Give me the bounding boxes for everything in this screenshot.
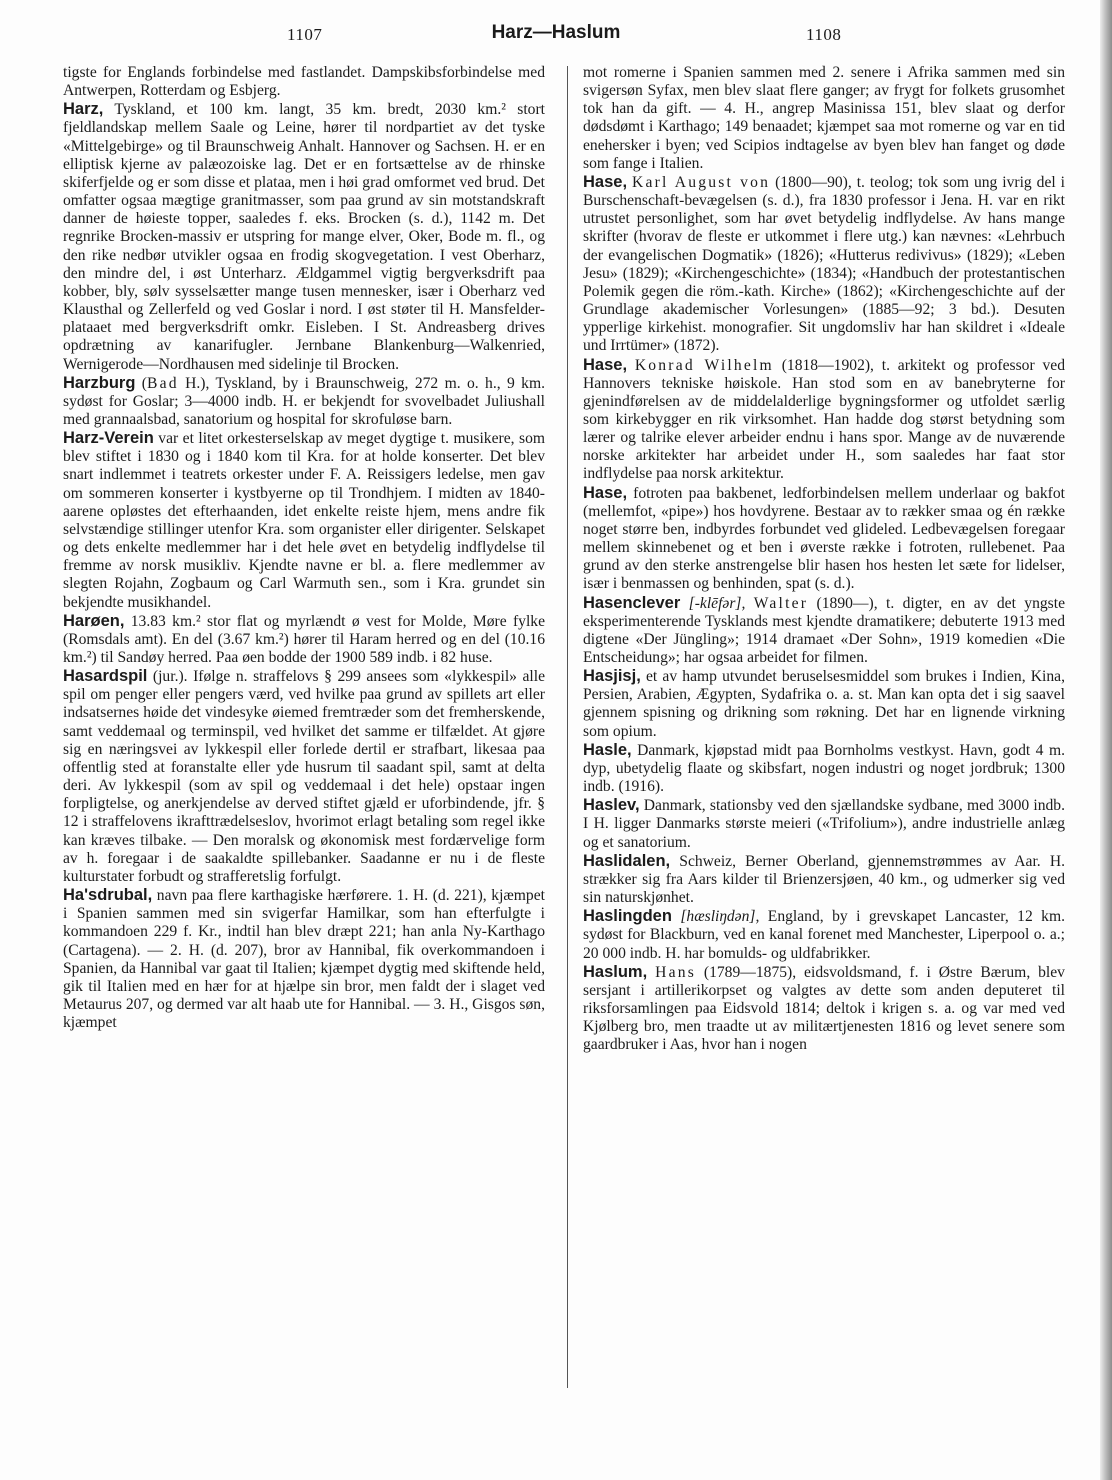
- entry-headword: Harzburg: [63, 373, 136, 392]
- entry-body: Danmark, kjøpstad midt paa Bornholms vestkyst. Havn, godt 4 m. dyp, ubetydelig flaate og skibsfart, nogen industri og noget jordbruk; 1300 indb. (1916).: [583, 741, 1065, 796]
- running-head: Harz—Haslum: [491, 22, 621, 43]
- entry-harzburg: [63, 374, 545, 429]
- entry-hasardspil: [63, 667, 545, 886]
- entry-haroen: [63, 612, 545, 667]
- entry-hasdrubal: [63, 886, 545, 1032]
- entry-body: (1789—1875), eidsvoldsmand, f. i Østre Bærum, blev sersjant i artillerikorpset og valgtes av dette som anden deputeret til riksforsamlingen paa Eidsvold 1814; deltok i krigen s. a. og var med ved Kjølberg bro, men traadte ut av militærtjenesten 1816 og levet senere som gaardbruker i Aas, hvor han i nogen: [583, 963, 1065, 1054]
- entry-headword: Haslev,: [583, 796, 640, 815]
- entry-spaced-name: Walter: [753, 594, 809, 612]
- entry-haslev: [583, 796, 1065, 851]
- entry-body: et av hamp utvundet beruselsesmiddel som brukes i Indien, Kina, Persien, Arabien, Ægypten, Sydafrika o. a. st. Man kan opta det i sig saavel gjennem spisning og drikning som røkning. Det har en lignende virkning som opium.: [583, 668, 1065, 740]
- entry-headword: Harøen,: [63, 611, 125, 630]
- entry-hasle: [583, 741, 1065, 796]
- entry-headword: Ha'sdrubal,: [63, 886, 153, 905]
- entry-body: Tyskland, et 100 km. langt, 35 km. bredt, 2030 km.² stort fjeldlandskap mellem Saale og Leine, hører til nordpartiet av det tyske «Mittelgebirge» og til Braunschweig Anhalt. Hannover og Sachsen. H. er en elliptisk kjerne av palæozoiske lag. Det er en fortsættelse av de rhinske skiferfjelde og er som disse et plataa, men i høi grad omformet ved brud. Det omfatter ogsaa mægtige granitmasser, som paa grund av sin motstandskraft danner de høieste topper, saaledes f. eks. Brocken (s. d.), 1142 m. Det regnrike Brocken-massiv er utspring for mange elver, Oker, Bode m. fl., og den rike nedbør utvikler ogsaa en frodig skogvegetation. I vest Oberharz, den mindre del, i øst Unterharz. Ældgammel vigtig bergverksdrift paa kobber, bly, sølv sysselsætter mange tusen mennesker, især i Oberharz ved Klausthal og Zellerfeld og ved Goslar i nord. I øst støter til H. Mansfelder-plataaet med bergverksdrift omkr. Eisleben. I St. Andreasberg drives opdrætning av kanarifugler. Jernbane Blankenburg—Walkenried, Wernigerode—Nordhausen med sidelinje til Brocken.: [63, 101, 545, 373]
- entry-headword: Hasjisj,: [583, 667, 641, 686]
- entry-headword: Hasle,: [583, 740, 632, 759]
- entry-pronunciation: [hæsliŋdən],: [671, 908, 760, 926]
- entry-body: fotroten paa bakbenet, ledforbindelsen mellem underlaar og bakfot (mellemfot, «pipe») hos hovdyrene. Bestaar av to rækker smaa og én række noget større ben, indbyrdes forbundet ved glideled. Ledbevægelsen foregaar mellem skinnebenet og et ben i øverste række i fotroten, rullebenet. Paa grund av den sterke anstrengelse blir hasen hos hesten let sæte for lidelser, især i benmassen og benhinden, spat (s. d.).: [583, 484, 1065, 593]
- entry-body: (jur.). Ifølge n. straffelovs § 299 ansees som «lykkespil» alle spil om penger eller pengers værd, ved hvilke paa grund av spillets art eller indsatsernes høide det vindesyke øiemed fremtræder som det fremherskende, samt veddemaal og terminspil, ved hvilket det samme er tilfældet. At gjøre sig en næringsvei av lykkespil eller forlede dertil er strafbart, likesaa paa offentlig sted at foranstalte eller yde husrum til saadant spil, samt at delta deri. Av lykkespil (som av spil og veddemaal i det hele) opstaar ingen forpligtelse, og anerkjendelse av derved stiftet gjæld er uforbindende, jfr. § 12 i straffelovens ikrafttrædelseslov, hvorimot erlagt betaling som regel ikke kan kræves tilbake. — Den moralsk og økonomisk mest fordærvelige form av h. foregaar i de saakaldte spillebanker. Saadanne er nu i de fleste kulturstater forbudt og strafferetslig forfulgt.: [63, 668, 545, 885]
- book-edge: [1100, 0, 1112, 1480]
- entry-headword: Haslingden: [583, 907, 672, 926]
- entry-headword: Hasardspil: [63, 667, 148, 686]
- entry-body: Schweiz, Berner Oberland, gjennemstrømmes av Aar. H. strækker sig fra Aars kilder til Brienzersjøen, 40 km., og udmerker sig ved sin naturskjønhet.: [583, 852, 1065, 907]
- page-number-right: 1108: [806, 25, 842, 44]
- entry-body: Danmark, stationsby ved den sjællandske sydbane, med 3000 indb. I H. ligger Danmarks største meieri («Trifolium»), andre industrielle anlæg og et sanatorium.: [583, 797, 1065, 851]
- entry-haslingden: [583, 907, 1065, 962]
- entry-hase-konrad: [583, 356, 1065, 484]
- entry-body: navn paa flere karthagiske hærførere. 1. H. (d. 221), kjæmpet i Spanien sammen med sin svigerfar Hamilkar, som han efterfulgte i kommandoen 229 f. Kr., indtil han blev dræpt 221; han anla Ny-Karthago (Cartagena). — 2. H. (d. 207), bror av Hannibal, fik overkommandoen i Spanien, da Hannibal var gaat til Italien; kjæmpet dygtig med skiftende held, gik til Italien med en hær for at hjælpe sin bror, men faldt der i slaget ved Metaurus 207, og dermed var alt haab ute for Hannibal. — 3. H., Gisgos søn, kjæmpet: [63, 887, 545, 1032]
- entry-pronunciation: [-klēfər],: [680, 594, 746, 612]
- entry-body: (1818—1902), t. arkitekt og professor ved Hannovers tekniske høiskole. Han stod som en av banebryterne for gjenindførelsen av de middelalderlige bygningsformer og utfoldet særlig som kirkebygger en rik virksomhet. Han hadde dog størst betydning som lærer og talrike elever arbeider endnu i hans spor. Mange av de nuværende norske arkitekter har arbeidet under H., som saaledes har faat stor indflydelse paa norsk arkitektur.: [583, 356, 1066, 483]
- entry-headword: Harz-Verein: [63, 429, 154, 448]
- entry-spaced-name: Bad: [147, 374, 179, 392]
- page-number-left: 1107: [287, 25, 323, 44]
- entry-continuation: [63, 64, 545, 100]
- entry-headword: Haslum,: [583, 962, 648, 981]
- entry-haslidalen: [583, 852, 1065, 907]
- entry-headword: Haslidalen,: [583, 851, 671, 870]
- entry-headword: Hase,: [583, 355, 628, 374]
- entry-body: tigste for Englands forbindelse med fastlandet. Dampskibsforbindelse med Antwerpen, Rotterdam og Esbjerg.: [63, 64, 545, 100]
- entry-harz: [63, 100, 545, 373]
- left-column: [63, 64, 545, 1032]
- entry-headword: Hase,: [583, 172, 628, 191]
- entry-body: (1890—), t. digter, en av det yngste eksperimenterende Tysklands mest kjendte dramatikere; debuterte 1913 med digtene «Der Jüngling»; 1914 dramaet «Der Sohn», 1919 komedien «Die Entscheidung»; har ogsaa arbeidet for filmen.: [583, 594, 1065, 666]
- entry-hase-karl: [583, 173, 1065, 356]
- entry-body: 13.83 km.² stor flat og myrlændt ø vest for Molde, Møre fylke (Romsdals amt). En del (3.67 km.²) hører til Haram herred og en del (10.16 km.²) til Sandøy herred. Paa øen bodde der 1900 589 indb. i 82 huse.: [63, 612, 545, 666]
- entry-hase: [583, 484, 1065, 594]
- entry-spaced-name: Konrad Wilhelm: [634, 356, 774, 374]
- entry-spaced-name: Karl August von: [631, 173, 771, 191]
- entry-haslum: [583, 963, 1065, 1055]
- entry-body: mot romerne i Spanien sammen med 2. senere i Afrika sammen med sin svigersøn Syfax, men blev slaat flere ganger; av frygt for folkets grusomhet tok han da gift. — 4. H., angrep Masinissa 151, blev slaat og derfor dødsdømt i Karthago; 149 benaadet; kjæmpet saa mot romerne og var en tid enehersker i byen; ved Scipios indtagelse av byen blev han fanget og døde som fange i Italien.: [583, 64, 1065, 172]
- entry-spaced-name: Hans: [655, 963, 696, 981]
- entry-body: (1800—90), t. teolog; tok som ung ivrig del i Burschenschaft-bevægelsen (s. d.), fra 1830 professor i Jena. H. var en rikt utrustet personlighet, som har øvet betydelig indflydelse. Av hans mange skrifter (hvorav de fleste er utkommet i flere utg.) kan nævnes: «Lehrbuch der evangelischen Dogmatik» (1826); «Hutterus redivivus» (1829); «Leben Jesu» (1829); «Kirchengeschichte» (1834); «Handbuch der protestantischen Polemik gegen die röm.-kath. Kirche» (1862); «Kirchengeschichte auf der Grundlage akademischer Vorlesungen» (1885—92; 3 bd.). Desuten ypperlige kirkehist. monografier. Sit ungdomsliv har han skildret i «Ideale und Irrtümer» (1872).: [583, 173, 1066, 355]
- entry-body: England, by i grevskapet Lancaster, 12 km. sydøst for Blackburn, ved en kanal forenet med Manchester, Liperpool o. a.; 20 000 indb. H. har bomulds- og uldfabrikker.: [583, 908, 1065, 962]
- entry-headword: Hase,: [583, 483, 628, 502]
- entry-body-prefix: (: [135, 374, 147, 392]
- column-divider: [567, 66, 568, 1388]
- entry-headword: Hasenclever: [583, 593, 681, 612]
- entry-body: H.), Tyskland, by i Braunschweig, 272 m. o. h., 9 km. sydøst for Goslar; 3—4000 indb. H. er bekjendt for svovelbadet Juliushall med grannaalsbad, sanatorium og hospital for skrofuløse barn.: [63, 374, 546, 428]
- right-column: [583, 64, 1065, 1054]
- entry-hasjisj: [583, 667, 1065, 741]
- entry-continuation: [583, 64, 1065, 173]
- entry-headword: Harz,: [63, 100, 104, 119]
- entry-hasenclever: [583, 594, 1065, 668]
- entry-body: var et litet orkesterselskap av meget dygtige t. musikere, som blev stiftet i 1830 og i 1840 kom til Kra. for at holde konserter. Det blev snart indlemmet i teatrets orkester under F. A. Reissigers ledelse, men gav om sommeren konserter i kystbyerne op til Trondhjem. I midten av 1840-aarene opløstes det efterhaanden, idet enkelte reiste hjem, mens andre fik selvstændige stillinger utenfor Kra. som organister eller dirigenter. Selskapet og dets enkelte medlemmer har i det hele øvet en betydelig indflydelse til fremme av norsk musikliv. Kjendte navne er bl. a. flere medlemmer av slegten Rojahn, Zogbaum og Carl Warmuth sen., som i Kra. grundet sin bekjendte musikhandel.: [63, 430, 545, 611]
- entry-harz-verein: [63, 429, 545, 612]
